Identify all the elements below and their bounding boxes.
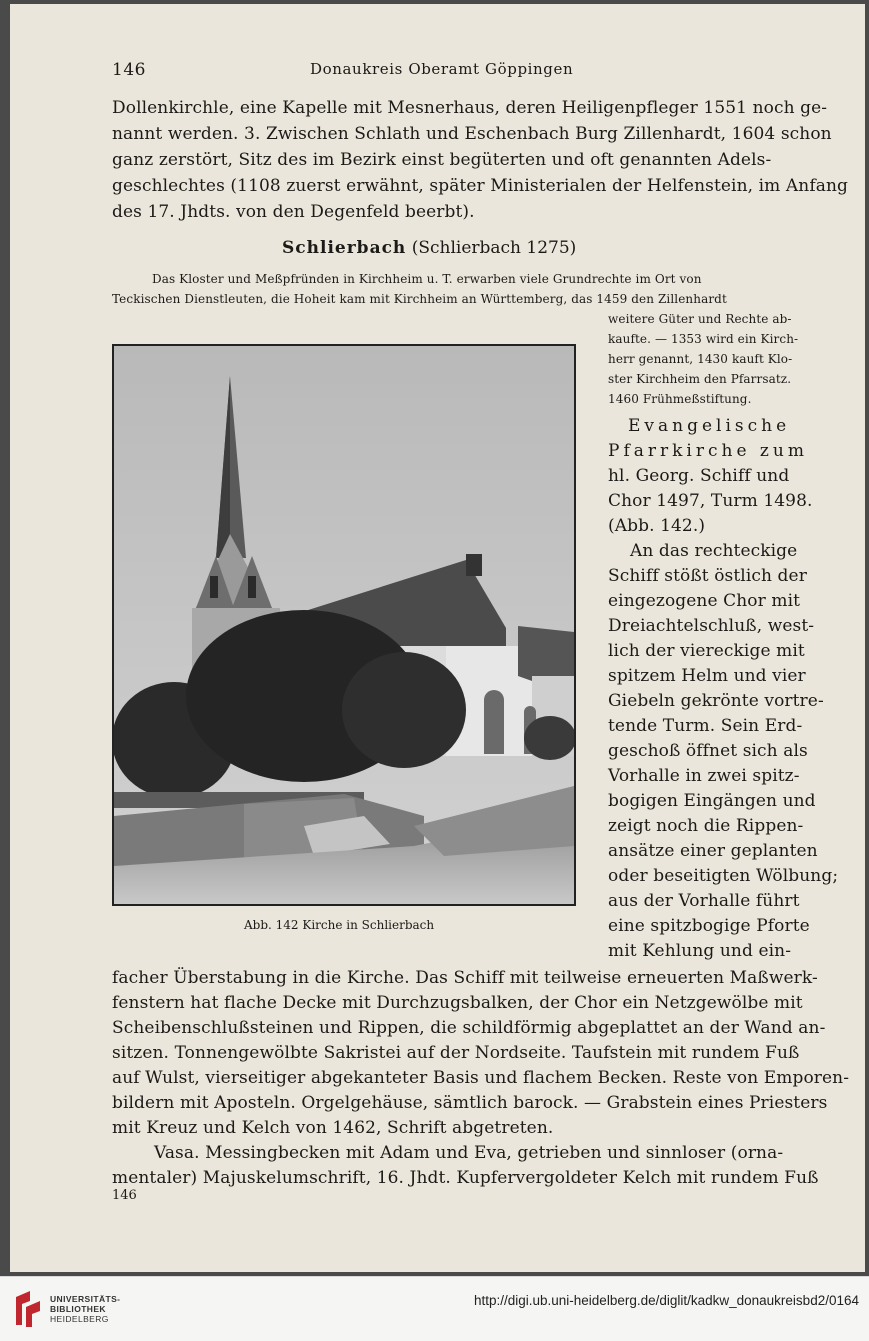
- history-line: weitere Güter und Rechte ab-: [608, 312, 792, 326]
- permalink-url[interactable]: http://digi.ub.uni-heidelberg.de/diglit/kadkw_donaukreisbd2/0164: [473, 1293, 859, 1308]
- section-subtitle: (Schlierbach 1275): [411, 238, 577, 258]
- section-heading: [282, 238, 576, 258]
- history-line: Teckischen Dienstleuten, die Hoheit kam mit Kirchheim an Württemberg, das 1459 den Zillenhardt: [112, 292, 727, 306]
- church-line: Pfarrkirche zum: [608, 441, 808, 461]
- history-line: ster Kirchheim den Pfarrsatz.: [608, 372, 792, 386]
- history-line: 1460 Frühmeßstiftung.: [608, 392, 752, 406]
- body-line: facher Überstabung in die Kirche. Das Schiff mit teilweise erneuerten Maßwerk-: [112, 968, 818, 988]
- church-line: oder beseitigten Wölbung;: [608, 866, 839, 886]
- intro-line: des 17. Jhdts. von den Degenfeld beerbt).: [112, 202, 475, 222]
- intro-line: Dollenkirchle, eine Kapelle mit Mesnerhaus, deren Heiligenpfleger 1551 noch ge-: [112, 98, 828, 118]
- history-line: kaufte. — 1353 wird ein Kirch-: [608, 332, 799, 346]
- church-line: (Abb. 142.): [608, 516, 706, 536]
- header-page-number: 146: [112, 60, 146, 80]
- history-line: herr genannt, 1430 kauft Klo-: [608, 352, 793, 366]
- logo-text-line: BIBLIOTHEK: [50, 1304, 106, 1314]
- church-line: An das rechteckige: [630, 541, 798, 561]
- body-line: bildern mit Aposteln. Orgelgehäuse, sämtlich barock. — Grabstein eines Priesters: [112, 1093, 828, 1113]
- intro-line: geschlechtes (1108 zuerst erwähnt, später Ministerialen der Helfenstein, im Anfang: [112, 176, 848, 196]
- church-line: bogigen Eingängen und: [608, 791, 816, 811]
- church-line: hl. Georg. Schiff und: [608, 466, 790, 486]
- church-line: eingezogene Chor mit: [608, 591, 801, 611]
- church-line: aus der Vorhalle führt: [608, 891, 800, 911]
- church-line: spitzem Helm und vier: [608, 666, 806, 686]
- church-line: Chor 1497, Turm 1498.: [608, 491, 813, 511]
- body-line: sitzen. Tonnengewölbte Sakristei auf der Nordseite. Taufstein mit rundem Fuß: [112, 1043, 800, 1063]
- figure-caption: Abb. 142 Kirche in Schlierbach: [244, 918, 435, 932]
- viewer-footer-bar: [0, 1276, 869, 1341]
- footer-page-number: 146: [112, 1188, 137, 1203]
- body-line: Scheibenschlußsteinen und Rippen, die schildförmig abgeplattet an der Wand an-: [112, 1018, 826, 1038]
- body-line: auf Wulst, vierseitiger abgekanteter Basis und flachem Becken. Reste von Emporen-: [112, 1068, 850, 1088]
- church-line: lich der viereckige mit: [608, 641, 805, 661]
- church-line: Schiff stößt östlich der: [608, 566, 807, 586]
- body-line: fenstern hat flache Decke mit Durchzugsbalken, der Chor ein Netzgewölbe mit: [112, 993, 803, 1013]
- body-line: mentaler) Majuskelumschrift, 16. Jhdt. Kupfervergoldeter Kelch mit rundem Fuß: [112, 1168, 819, 1188]
- church-line: mit Kehlung und ein-: [608, 941, 792, 961]
- logo-text-line: UNIVERSITÄTS-: [50, 1294, 121, 1304]
- church-line: Evangelische: [628, 416, 791, 436]
- church-photo-drawing: [114, 346, 574, 904]
- history-line: Das Kloster und Meßpfründen in Kirchheim u. T. erwarben viele Grundrechte im Ort von: [152, 272, 702, 286]
- church-line: eine spitzbogige Pforte: [608, 916, 810, 936]
- church-line: Vorhalle in zwei spitz-: [608, 766, 800, 786]
- church-line: Dreiachtelschluß, west-: [608, 616, 815, 636]
- intro-line: nannt werden. 3. Zwischen Schlath und Eschenbach Burg Zillenhardt, 1604 schon: [112, 124, 832, 144]
- body-line: Vasa. Messingbecken mit Adam und Eva, getrieben und sinnloser (orna-: [154, 1143, 784, 1163]
- church-line: ansätze einer geplanten: [608, 841, 818, 861]
- book-page: [10, 4, 865, 1272]
- body-line: mit Kreuz und Kelch von 1462, Schrift abgetreten.: [112, 1118, 554, 1138]
- running-title: Donaukreis Oberamt Göppingen: [310, 60, 574, 78]
- intro-line: ganz zerstört, Sitz des im Bezirk einst begüterten und oft genannten Adels-: [112, 150, 772, 170]
- university-logo-icon[interactable]: [10, 1289, 44, 1329]
- church-line: zeigt noch die Rippen-: [608, 816, 804, 836]
- church-photograph: [112, 344, 576, 906]
- logo-text-line: HEIDELBERG: [50, 1314, 109, 1324]
- church-line: geschoß öffnet sich als: [608, 741, 808, 761]
- church-line: Giebeln gekrönte vortre-: [608, 691, 824, 711]
- section-title: Schlierbach: [282, 238, 407, 258]
- church-line: tende Turm. Sein Erd-: [608, 716, 803, 736]
